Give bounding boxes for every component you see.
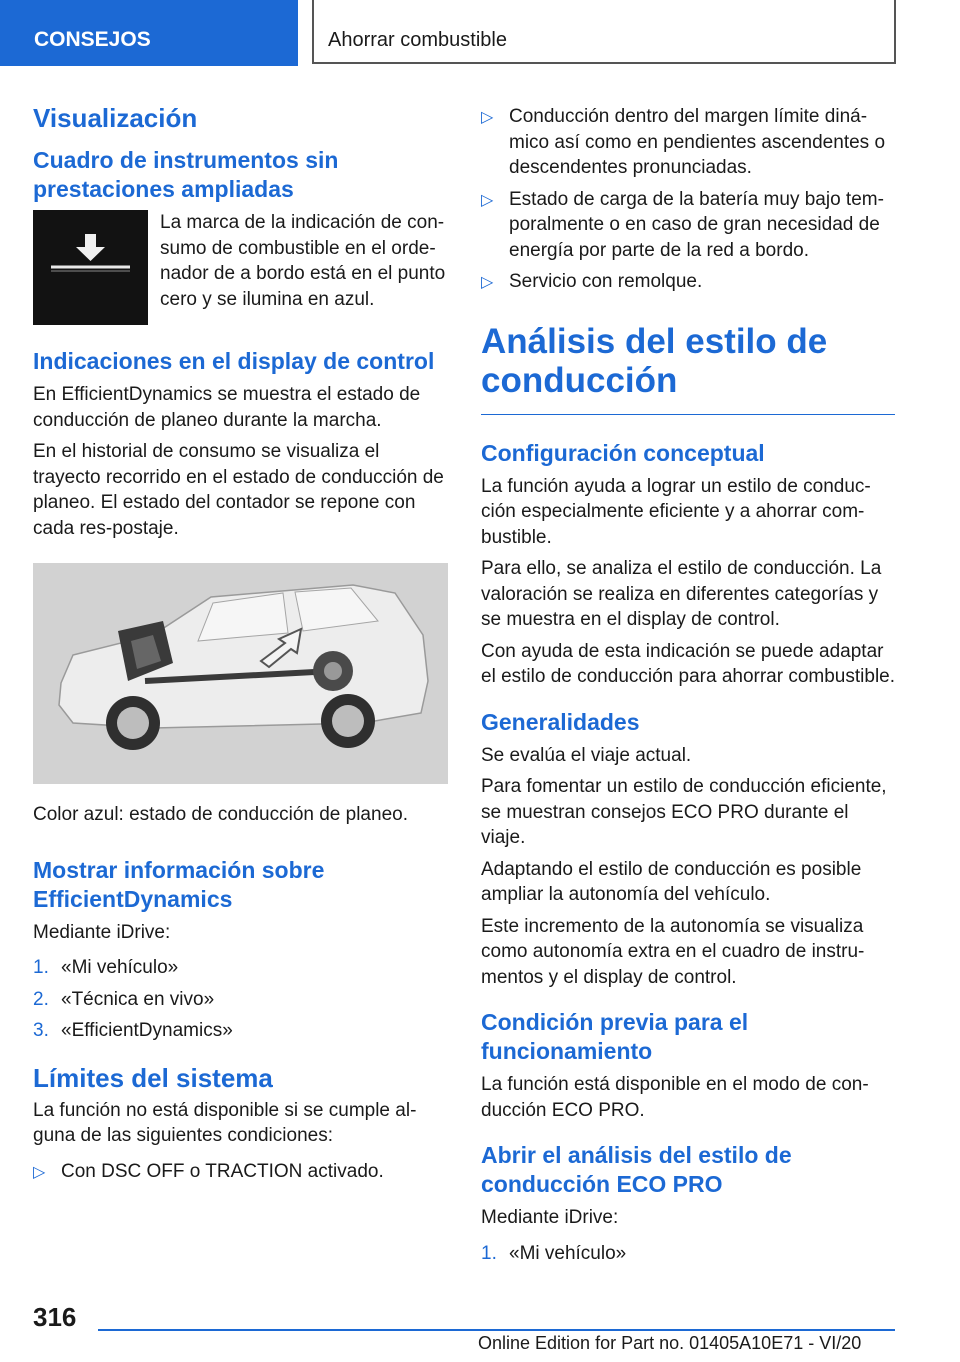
heading-indicaciones: Indicaciones en el display de control <box>33 348 435 374</box>
mediante-label: Mediante iDrive: <box>481 1207 619 1228</box>
triangle-bullet-icon: ▷ <box>33 1163 46 1181</box>
paragraph: Adaptando el estilo de conducción es posible ampliar la autonomía del vehículo. <box>481 858 862 905</box>
list-item: 2. «Técnica en vivo» <box>33 988 215 1010</box>
list-item: ▷ Estado de carga de la batería muy bajo tem-poralmente o en caso de gran necesidad de energía por parte de la red a bordo. <box>481 187 895 264</box>
list-item: ▷ Conducción dentro del margen límite diná-mico así como en pendientes ascendentes o descendentes pronunciadas. <box>481 104 895 181</box>
paragraph: En el historial de consumo se visualiza el trayecto recorrido en el estado de conducción de planeo. El estado del contador se repone con cada res-postaje. <box>33 441 444 539</box>
paragraph: Para fomentar un estilo de conducción eficiente, se muestran consejos ECO PRO durante el viaje. <box>481 776 887 848</box>
paragraph: En EfficientDynamics se muestra el estado de conducción de planeo durante la marcha. <box>33 384 421 431</box>
heading-limites: Límites del sistema <box>33 1062 273 1093</box>
cuadro-text: La marca de la indicación de con-sumo de combustible en el orde-nador de a bordo está en el punto cero y se ilumina en azul. <box>160 212 446 310</box>
list-item: ▷ Servicio con remolque. <box>481 269 895 296</box>
idrive-steps <box>33 955 448 1044</box>
paragraph: Con ayuda de esta indicación se puede adaptar el estilo de conducción para ahorrar combustible. <box>481 640 896 687</box>
car-caption: Color azul: estado de conducción de planeo. <box>33 804 408 825</box>
edition-note: Online Edition for Part no. 01405A10E71 - VI/20 <box>478 1333 862 1353</box>
triangle-bullet-icon: ▷ <box>481 109 494 126</box>
heading-condicion: Condición previa para el funcionamiento <box>481 1009 749 1064</box>
right-column <box>481 104 895 1272</box>
list-item: 1. «Mi vehículo» <box>481 1242 627 1264</box>
section-divider <box>481 414 895 415</box>
fuel-indicator-figure <box>33 210 448 325</box>
paragraph: Este incremento de la autonomía se visualiza como autonomía extra en el cuadro de instru-mentos y el display de control. <box>481 915 865 988</box>
topic-tab: Ahorrar combustible <box>312 0 896 64</box>
page-number: 316 <box>33 1302 77 1332</box>
triangle-bullet-icon: ▷ <box>481 191 494 209</box>
page-header <box>0 0 960 66</box>
footer-divider <box>98 1329 895 1331</box>
paragraph: Se evalúa el viaje actual. <box>481 744 692 766</box>
triangle-bullet-icon: ▷ <box>481 274 494 291</box>
mediante-label: Mediante iDrive: <box>33 921 171 943</box>
heading-abrir: Abrir el análisis del estilo de conducción ECO PRO <box>481 1142 792 1197</box>
heading-generalidades: Generalidades <box>481 708 640 735</box>
car-drivetrain-image <box>33 563 448 784</box>
list-item: ▷ Con DSC OFF o TRACTION activado. <box>33 1159 448 1186</box>
section-tab: CONSEJOS <box>0 0 298 66</box>
heading-visualizacion: Visualización <box>33 103 198 133</box>
heading-analisis: Análisis del estilo de conducción <box>481 321 828 400</box>
paragraph: Para ello, se analiza el estilo de conducción. La valoración se realiza en diferentes categorías y se muestra en el display de control. <box>481 558 882 630</box>
fuel-marker-icon <box>33 210 148 325</box>
idrive-steps <box>481 1241 895 1267</box>
heading-cuadro: Cuadro de instrumentos sin prestaciones ampliadas <box>33 147 339 202</box>
limites-list-continued <box>481 104 895 296</box>
paragraph: La función está disponible en el modo de con-ducción ECO PRO. <box>481 1074 869 1121</box>
heading-mostrar: Mostrar información sobre EfficientDynamics <box>33 856 325 912</box>
left-column <box>33 96 448 1195</box>
limites-list <box>33 1159 448 1186</box>
paragraph: La función ayuda a lograr un estilo de conduc-ción especialmente eficiente y a ahorrar com-bustible. <box>481 475 871 548</box>
heading-config: Configuración conceptual <box>481 439 765 466</box>
list-item: 1. «Mi vehículo» <box>33 957 179 978</box>
paragraph: La función no está disponible si se cumple al-guna de las siguientes condiciones: <box>33 1099 417 1146</box>
list-item: 3. «EfficientDynamics» <box>33 1020 233 1041</box>
